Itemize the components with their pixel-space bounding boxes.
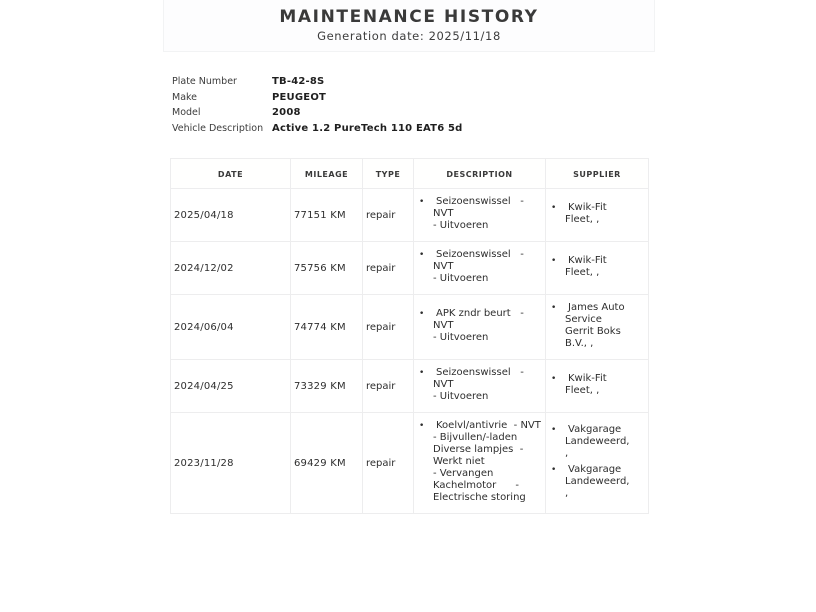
text-line: - Uitvoeren (433, 220, 489, 231)
text-line: Koelvl/antivrie - NVT (436, 420, 541, 431)
table-row (171, 189, 649, 242)
column-header-mileage: MILEAGE (291, 159, 363, 189)
text-line: Werkt niet (433, 456, 485, 467)
supplier-item-lines (565, 464, 645, 500)
cell-mileage: 75756 KM (291, 242, 363, 295)
supplier-item-lines (565, 255, 645, 279)
table-row (171, 413, 649, 514)
supplier-item (549, 255, 645, 279)
cell-supplier (546, 413, 649, 514)
text-line: Kachelmotor - (433, 480, 519, 491)
supplier-item-lines (565, 424, 645, 460)
text-line: Fleet, , (565, 385, 600, 396)
cell-mileage: 69429 KM (291, 413, 363, 514)
bullet-icon: • (419, 421, 425, 431)
text-line: - Vervangen (433, 468, 494, 479)
text-line: , (565, 488, 569, 499)
text-line: Fleet, , (565, 214, 600, 225)
cell-mileage: 73329 KM (291, 360, 363, 413)
column-header-supplier: SUPPLIER (546, 159, 649, 189)
text-line: - Bijvullen/-laden (433, 432, 518, 443)
text-line: , (565, 448, 569, 459)
cell-type: repair (363, 413, 414, 514)
report-header (163, 0, 655, 52)
supplier-item (549, 424, 645, 460)
cell-mileage: 74774 KM (291, 295, 363, 360)
cell-date: 2024/12/02 (171, 242, 291, 295)
text-line: Fleet, , (565, 267, 600, 278)
table-row (171, 360, 649, 413)
table-header-row (171, 159, 649, 189)
text-line: APK zndr beurt - (436, 308, 524, 319)
text-line: Seizoenswissel - (436, 249, 524, 260)
cell-description (414, 242, 546, 295)
generation-date: Generation date: 2025/11/18 (317, 29, 501, 43)
cell-description (414, 413, 546, 514)
cell-date: 2025/04/18 (171, 189, 291, 242)
vehicle-info-row (172, 123, 463, 139)
text-line: Gerrit Boks (565, 326, 621, 337)
table-row (171, 295, 649, 360)
bullet-icon: • (419, 368, 425, 378)
text-line: Seizoenswissel - (436, 196, 524, 207)
vehicle-info-row (172, 92, 463, 108)
supplier-item-lines (565, 302, 645, 350)
text-line: NVT (433, 261, 454, 272)
description-item (417, 420, 542, 504)
cell-description (414, 295, 546, 360)
bullet-icon: • (551, 374, 557, 384)
vehicle-info-block (172, 76, 463, 138)
cell-supplier (546, 189, 649, 242)
description-item (417, 308, 542, 344)
cell-type: repair (363, 295, 414, 360)
text-line: Vakgarage (568, 424, 622, 435)
bullet-icon: • (419, 197, 425, 207)
text-line: NVT (433, 208, 454, 219)
cell-type: repair (363, 242, 414, 295)
description-item-lines (433, 196, 542, 232)
bullet-icon: • (551, 203, 557, 213)
model-value: 2008 (272, 107, 301, 118)
table-row (171, 242, 649, 295)
text-line: Kwik-Fit (568, 202, 607, 213)
bullet-icon: • (419, 250, 425, 260)
supplier-item (549, 373, 645, 397)
cell-description (414, 189, 546, 242)
column-header-date: DATE (171, 159, 291, 189)
text-line: - Uitvoeren (433, 332, 489, 343)
text-line: Landeweerd, (565, 476, 630, 487)
cell-supplier (546, 242, 649, 295)
cell-description (414, 360, 546, 413)
field-label: Vehicle Description (172, 122, 264, 134)
cell-date: 2023/11/28 (171, 413, 291, 514)
report-title: MAINTENANCE HISTORY (279, 7, 539, 27)
text-line: Vakgarage (568, 464, 622, 475)
column-header-description: DESCRIPTION (414, 159, 546, 189)
text-line: - Uitvoeren (433, 391, 489, 402)
maintenance-table-body (171, 189, 649, 514)
text-line: Kwik-Fit (568, 255, 607, 266)
description-item-lines (433, 308, 542, 344)
bullet-icon: • (551, 425, 557, 435)
field-label: Model (172, 107, 201, 118)
cell-mileage: 77151 KM (291, 189, 363, 242)
text-line: Seizoenswissel - (436, 367, 524, 378)
bullet-icon: • (551, 256, 557, 266)
supplier-item-lines (565, 202, 645, 226)
text-line: B.V., , (565, 338, 594, 349)
supplier-item (549, 302, 645, 350)
text-line: Electrische storing (433, 492, 526, 503)
vehicle-info-row (172, 76, 463, 92)
supplier-item-lines (565, 373, 645, 397)
supplier-item (549, 202, 645, 226)
field-label: Make (172, 91, 198, 103)
description-item (417, 367, 542, 403)
description-item-lines (433, 367, 542, 403)
column-header-type: TYPE (363, 159, 414, 189)
bullet-icon: • (551, 465, 557, 475)
bullet-icon: • (419, 309, 425, 319)
cell-supplier (546, 360, 649, 413)
text-line: Landeweerd, (565, 436, 630, 447)
field-label: Plate Number (172, 76, 237, 87)
text-line: NVT (433, 320, 454, 331)
text-line: NVT (433, 379, 454, 390)
text-line: Kwik-Fit (568, 373, 607, 384)
bullet-icon: • (551, 303, 557, 313)
text-line: - Uitvoeren (433, 273, 489, 284)
cell-supplier (546, 295, 649, 360)
description-item (417, 196, 542, 232)
vehicle-description-value: Active 1.2 PureTech 110 EAT6 5d (272, 122, 463, 134)
cell-date: 2024/04/25 (171, 360, 291, 413)
cell-type: repair (363, 189, 414, 242)
text-line: James Auto (568, 302, 625, 313)
description-item (417, 249, 542, 285)
plate-number-value: TB-42-8S (272, 76, 325, 87)
description-item-lines (433, 420, 542, 504)
cell-type: repair (363, 360, 414, 413)
make-value: PEUGEOT (272, 91, 327, 103)
vehicle-info-row (172, 107, 463, 123)
maintenance-history-table (170, 158, 649, 514)
text-line: Diverse lampjes - (433, 444, 524, 455)
text-line: Service (565, 314, 602, 325)
description-item-lines (433, 249, 542, 285)
supplier-item (549, 464, 645, 500)
cell-date: 2024/06/04 (171, 295, 291, 360)
